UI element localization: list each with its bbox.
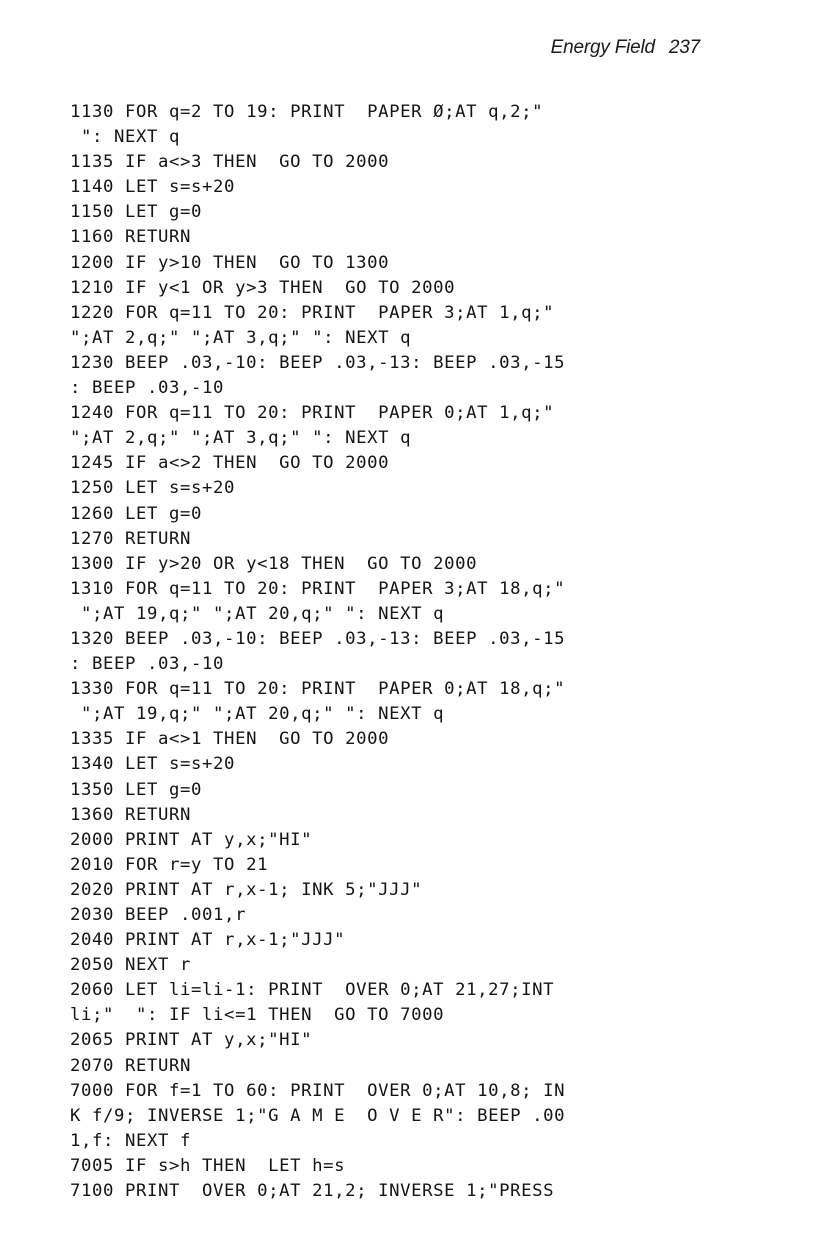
code-line: 1140 LET s=s+20 bbox=[70, 177, 236, 198]
code-line: 1250 LET s=s+20 bbox=[70, 478, 236, 499]
code-line: 1210 IF y<1 OR y>3 THEN GO TO 2000 bbox=[70, 277, 456, 298]
code-line: 1320 BEEP .03,-10: BEEP .03,-13: BEEP .03,-15 bbox=[70, 628, 566, 649]
code-line: 1200 IF y>10 THEN GO TO 1300 bbox=[70, 252, 390, 273]
code-line: 1240 FOR q=11 TO 20: PRINT PAPER 0;AT 1,q;" bbox=[70, 403, 555, 424]
code-line: 2050 NEXT r bbox=[70, 955, 192, 976]
code-line: 2010 FOR r=y TO 21 bbox=[70, 854, 269, 875]
code-line: 1360 RETURN bbox=[70, 804, 192, 825]
program-listing bbox=[70, 100, 760, 1204]
code-line: 1230 BEEP .03,-10: BEEP .03,-13: BEEP .03,-15 bbox=[70, 352, 566, 373]
code-line: 1245 IF a<>2 THEN GO TO 2000 bbox=[70, 453, 390, 474]
chapter-title: Energy Field bbox=[550, 37, 655, 58]
code-line: : BEEP .03,-10 bbox=[70, 378, 225, 399]
code-line: ": NEXT q bbox=[70, 127, 181, 148]
code-line: 1220 FOR q=11 TO 20: PRINT PAPER 3;AT 1,q;" bbox=[70, 302, 555, 323]
code-line: ";AT 19,q;" ";AT 20,q;" ": NEXT q bbox=[70, 603, 445, 624]
page-number: 237 bbox=[668, 37, 700, 58]
code-line: 1,f: NEXT f bbox=[70, 1130, 192, 1151]
code-line: 1135 IF a<>3 THEN GO TO 2000 bbox=[70, 152, 390, 173]
code-line: 1310 FOR q=11 TO 20: PRINT PAPER 3;AT 18,q;" bbox=[70, 578, 566, 599]
code-line: 2030 BEEP .001,r bbox=[70, 905, 247, 925]
code-line: ";AT 19,q;" ";AT 20,q;" ": NEXT q bbox=[70, 704, 445, 725]
code-line: : BEEP .03,-10 bbox=[70, 654, 225, 675]
code-line: 2020 PRINT AT r,x-1; INK 5;"JJJ" bbox=[70, 879, 423, 900]
code-line: 2070 RETURN bbox=[70, 1055, 192, 1076]
code-line: 2060 LET li=li-1: PRINT OVER 0;AT 21,27;INT bbox=[70, 980, 555, 1001]
code-line: 7005 IF s>h THEN LET h=s bbox=[70, 1155, 346, 1176]
code-line: 1270 RETURN bbox=[70, 528, 192, 549]
code-line: 1260 LET g=0 bbox=[70, 503, 203, 524]
code-line: 1130 FOR q=2 TO 19: PRINT PAPER Ø;AT q,2;" bbox=[70, 102, 544, 122]
code-line: 2065 PRINT AT y,x;"HI" bbox=[70, 1030, 313, 1051]
code-line: 1340 LET s=s+20 bbox=[70, 754, 236, 775]
code-line: 1300 IF y>20 OR y<18 THEN GO TO 2000 bbox=[70, 553, 478, 574]
code-line: ";AT 2,q;" ";AT 3,q;" ": NEXT q bbox=[70, 428, 412, 449]
code-line: K f/9; INVERSE 1;"G A M E O V E R": BEEP .00 bbox=[70, 1105, 566, 1126]
code-line: 1330 FOR q=11 TO 20: PRINT PAPER 0;AT 18,q;" bbox=[70, 679, 566, 700]
code-line: 7000 FOR f=1 TO 60: PRINT OVER 0;AT 10,8; IN bbox=[70, 1080, 566, 1101]
running-header bbox=[551, 37, 700, 59]
code-line: 1160 RETURN bbox=[70, 227, 192, 248]
code-line: 2040 PRINT AT r,x-1;"JJJ" bbox=[70, 930, 346, 951]
code-line: 2000 PRINT AT y,x;"HI" bbox=[70, 829, 313, 850]
code-line: 7100 PRINT OVER 0;AT 21,2; INVERSE 1;"PRESS bbox=[70, 1181, 555, 1202]
code-line: li;" ": IF li<=1 THEN GO TO 7000 bbox=[70, 1005, 445, 1026]
code-line: ";AT 2,q;" ";AT 3,q;" ": NEXT q bbox=[70, 327, 412, 348]
code-line: 1350 LET g=0 bbox=[70, 779, 203, 800]
code-line: 1335 IF a<>1 THEN GO TO 2000 bbox=[70, 729, 390, 750]
code-line: 1150 LET g=0 bbox=[70, 202, 203, 223]
